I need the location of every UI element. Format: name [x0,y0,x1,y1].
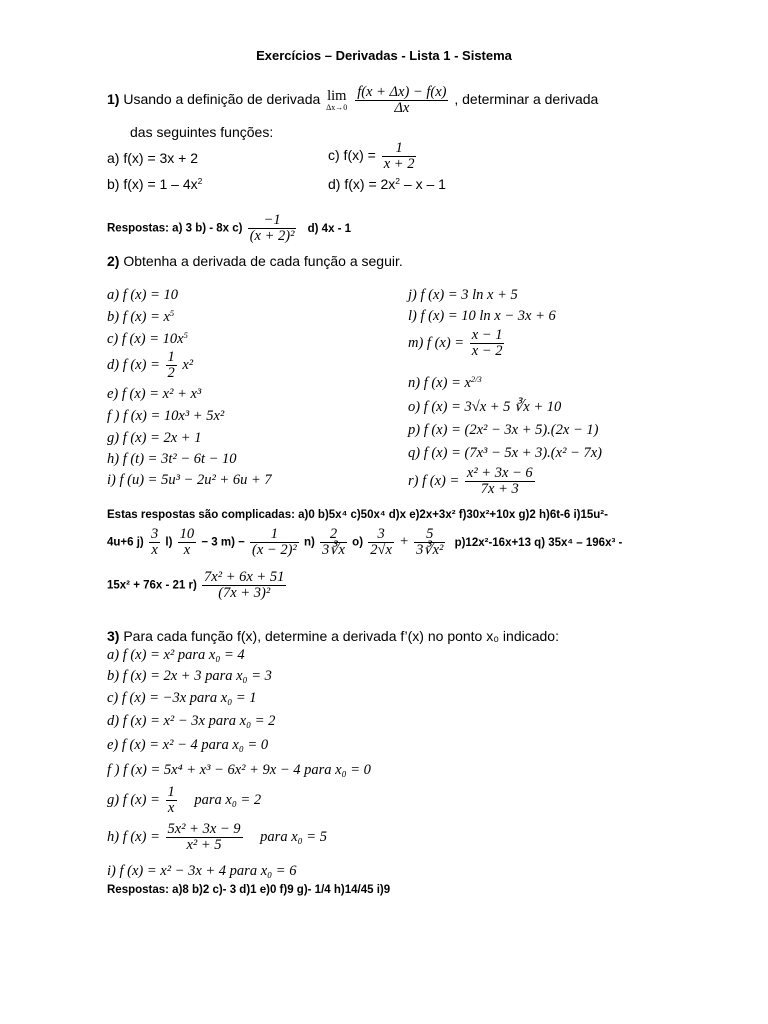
q1-intro-end: , determinar a derivada [454,91,599,108]
q2-item-h: h) f (t) = 3t² − 6t − 10 [107,451,237,467]
q2-item-r: r) f (x) = $\frac{\text{x² + 3x − 6}}{7x + 3}$ [408,465,533,497]
q2-answers-line2: 4u+6 j) $\frac{3}{x}$ l) $\frac{10}{x}$ − 3 m) − $\frac{1}{\text{(x − 2)²}}$ n) $\frac{2}{3∛x}$ o) $\frac{3}{2√x}$ + $\frac{5}{\text{3∛x²}}$ p)12x²-16x+13 q) 35x⁴ – 196x³ - [107,526,623,558]
q2-item-n: n) f $(x) = x^{2/3}$ [408,374,482,391]
q3-item-c: c) f (x) = −3x para x₀ = 1 [107,690,257,706]
q2-item-a: a) f (x) = 10 [107,287,178,303]
q1-answer-c-fraction: $\frac{-1}{\text{(x + 2)²}}$ [249,212,295,244]
q1-intro: Usando a definição de derivada [123,91,321,108]
q3-item-g: g) f (x) = $\frac{1}{x}$ para x₀ = 2 [107,784,262,816]
q2-item-i: i) f (u) = 5u³ − 2u² + 6u + 7 [107,472,272,488]
q3-item-b: b) f (x) = 2x + 3 para x₀ = 3 [107,668,272,684]
q2-item-b: b) f $(x) = x^5$ [107,308,175,325]
q1-answers: Respostas: a) 3 b) - 8x c) $\frac{-1}{\text{(x + 2)²}}$ d) 4x - 1 [107,212,352,244]
q3-statement: 3) Para cada função f(x), determine a derivada f’(x) no ponto x₀ indicado: [107,628,559,644]
q2-item-m: m) f (x) = $\frac{x - 1}{x - 2}$ [408,327,503,359]
q2-item-o: o) f (x) = 3√x + 5 ∛x + 10 [408,399,562,415]
q2-statement: 2) Obtenha a derivada de cada função a seguir. [107,253,403,269]
q3-item-f: f ) f (x) = 5x⁴ + x³ − 6x² + 9x − 4 para x₀ = 0 [107,762,371,778]
q3-item-i: i) f (x) = x² − 3x + 4 para x₀ = 6 [107,863,297,879]
q1-item-d: d) $f(x) = 2x^2 - x - 1$ [328,176,446,192]
q3-answers: Respostas: a)8 b)2 c)- 3 d)1 e)0 f)9 g)- 1/4 h)14/45 i)9 [107,884,391,896]
q2-item-p: p) f (x) = (2x² − 3x + 5).(2x − 1) [408,422,599,438]
q2-item-d: d) f (x) = $\frac{1}{2}$ x² [107,349,194,381]
q2-answers-line1: Estas respostas são complicadas: a)0 b)5x⁴ c)50x⁴ d)x e)2x+3x² f)30x²+10x g)2 h)6t-6 i)15u²- [107,509,608,521]
limit-operator: lim Δx→0 [326,88,348,112]
q1-item-b: b) $f(x) = 1 - 4x^2$ [107,176,203,192]
q2-answers-line3: 15x² + 76x - 21 r) $\frac{\text{7x² + 6x + 51}}{\text{(7x + 3)²}}$ [107,569,285,601]
q2-item-q: q) f (x) = (7x³ − 5x + 3).(x² − 7x) [408,445,602,461]
q2-item-j: j) f (x) = 3 ln x + 5 [408,287,518,303]
q1-item-c: c) f(x) = $\frac{1}{x + 2}$ [328,140,415,172]
page-title: Exercícios – Derivadas - Lista 1 - Sistema [256,48,512,63]
q3-item-d: d) f (x) = x² − 3x para x₀ = 2 [107,713,276,729]
q1-statement [107,85,598,116]
q2-item-c: c) f $(x) = 10x^5$ [107,330,188,347]
q1-item-a: a) f(x) = 3x + 2 [107,150,199,166]
q1-number: 1) [107,91,120,108]
q2-item-e: e) f (x) = x² + x³ [107,386,202,402]
derivative-definition-fraction: $\frac{f(x + \Delta x) - f(x)}{\Delta x}$ [357,84,447,116]
q2-item-g: g) f (x) = 2x + 1 [107,430,202,446]
q3-item-a: a) f (x) = x² para x₀ = 4 [107,647,245,663]
q1-line2: das seguintes funções: [130,124,274,140]
q3-item-h: h) f (x) = $\frac{\text{5x² + 3x − 9}}{\text{x² + 5}}$ para x₀ = 5 [107,821,327,853]
q2-item-f: f ) f (x) = 10x³ + 5x² [107,408,225,424]
q2-item-l: l) f (x) = 10 ln x − 3x + 6 [408,308,556,324]
q3-item-e: e) f (x) = x² − 4 para x₀ = 0 [107,737,269,753]
q1-c-fraction: $\frac{1}{x + 2}$ [383,140,415,172]
